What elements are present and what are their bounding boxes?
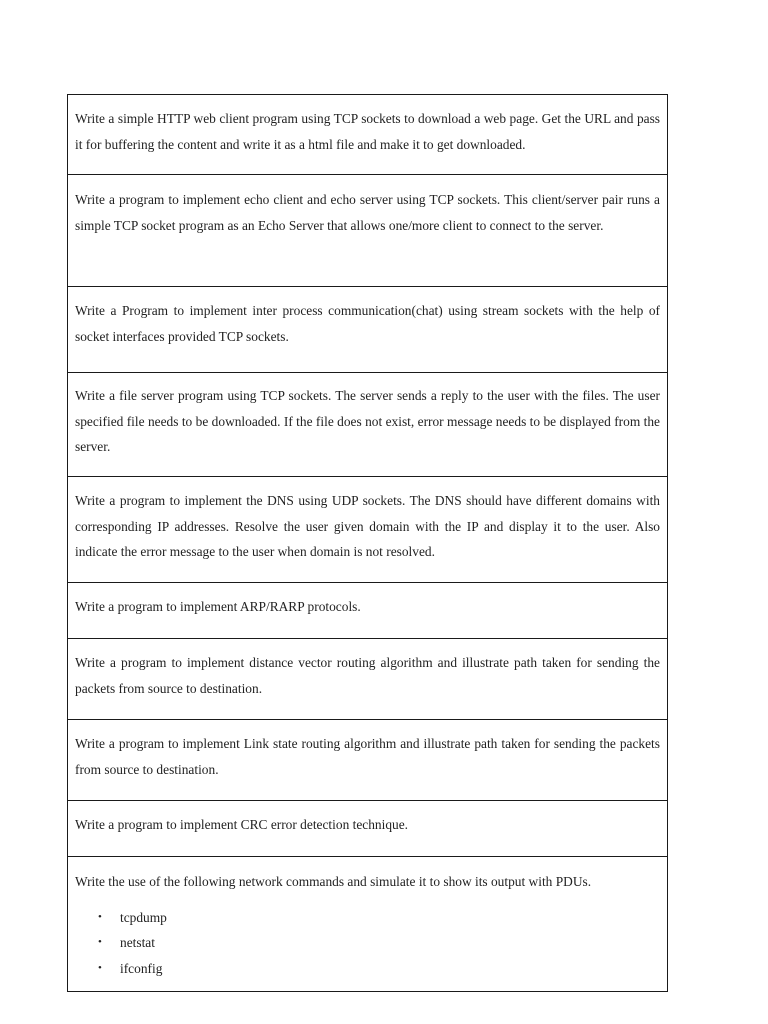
table-row [68, 720, 668, 801]
table-row [68, 639, 668, 720]
table-row [68, 373, 668, 477]
task-text: Write a program to implement CRC error detection technique. [75, 817, 409, 832]
command-name: tcpdump [120, 909, 167, 925]
bullet-icon: • [98, 961, 102, 974]
table-row [68, 95, 668, 175]
command-name: netstat [120, 935, 155, 950]
task-table [67, 94, 668, 992]
list-item [98, 905, 660, 931]
table-row [68, 583, 668, 639]
task-text: Write a program to implement ARP/RARP protocols. [75, 599, 361, 614]
task-cell [68, 287, 668, 373]
task-text: Write a file server program using TCP sockets. The server sends a reply to the user with the files. The user specified file needs to be downloaded. If the file does not exist, error message needs to be displayed from the server. [75, 388, 660, 454]
task-cell [68, 639, 668, 720]
task-text: Write the use of the following network commands and simulate it to show its output with PDUs. [75, 874, 592, 889]
list-item [98, 930, 660, 956]
command-list [75, 905, 660, 982]
table-row [68, 175, 668, 287]
task-text: Write a program to implement echo client and echo server using TCP sockets. This client/server pair runs a simple TCP socket program as an Echo Server that allows one/more client to connect to the server. [75, 192, 660, 233]
command-name: ifconfig [120, 960, 163, 976]
task-text: Write a simple HTTP web client program using TCP sockets to download a web page. Get the URL and pass it for buffering the content and write it as a html file and make it to get downloaded. [75, 111, 660, 152]
task-cell [68, 175, 668, 287]
task-cell [68, 857, 668, 992]
task-cell [68, 801, 668, 857]
task-text: Write a Program to implement inter process communication(chat) using stream sockets with the help of socket interfaces provided TCP sockets. [75, 303, 660, 344]
task-text: Write a program to implement distance vector routing algorithm and illustrate path taken for sending the packets from source to destination. [75, 655, 660, 696]
task-text: Write a program to implement Link state routing algorithm and illustrate path taken for sending the packets from source to destination. [75, 736, 660, 777]
task-cell [68, 720, 668, 801]
table-row [68, 287, 668, 373]
table-row [68, 801, 668, 857]
bullet-icon: • [98, 936, 102, 948]
task-cell [68, 583, 668, 639]
task-cell [68, 95, 668, 175]
table-row [68, 857, 668, 992]
bullet-icon: • [98, 910, 102, 923]
task-text: Write a program to implement the DNS using UDP sockets. The DNS should have different domains with corresponding IP addresses. Resolve the user given domain with the IP and display it to the user. Also indicate the error message to the user when domain is not resolved. [75, 493, 660, 559]
task-cell [68, 477, 668, 583]
task-cell [68, 373, 668, 477]
table-row [68, 477, 668, 583]
list-item [98, 956, 660, 982]
